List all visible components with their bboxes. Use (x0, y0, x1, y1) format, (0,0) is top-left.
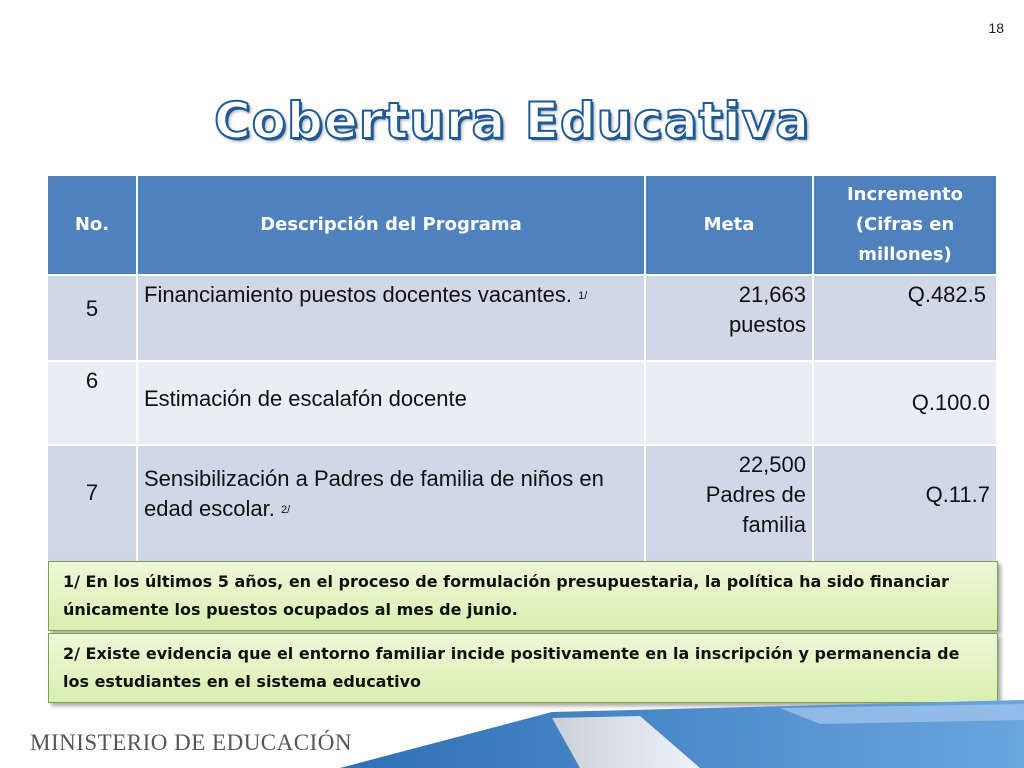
slide-title: Cobertura Educativa (213, 92, 810, 150)
row-meta-line1: 22,500 (738, 452, 806, 477)
row-increment: Q.482.5 (813, 275, 997, 361)
footnote-ref: 2/ (281, 504, 291, 517)
row-number: 7 (47, 445, 137, 567)
row-meta-line1: 21,663 (738, 282, 806, 307)
header-increment-line3: millones) (858, 244, 952, 265)
ministry-logo-text: MINISTERIO DE EDUCACIÓN (30, 730, 352, 755)
row-number: 5 (47, 275, 137, 361)
slide-number: 18 (988, 20, 1004, 36)
header-increment-line2: (Cifras en (855, 214, 955, 235)
row-description-text: Sensibilización a Padres de familia de niños en edad escolar. (144, 466, 604, 521)
footnote-1: 1/ En los últimos 5 años, en el proceso de formulación presupuestaria, la política ha sido financiar únicamente los puestos ocupados al mes de junio. (48, 561, 998, 631)
row-increment: Q.11.7 (813, 445, 997, 567)
footnote-ref: 1/ (578, 290, 588, 303)
row-increment: Q.100.0 (813, 361, 997, 445)
row-description-text: Estimación de escalafón docente (144, 386, 467, 411)
row-number: 6 (47, 361, 137, 445)
row-meta-line3: familia (742, 512, 806, 537)
footnote-2: 2/ Existe evidencia que el entorno familiar incide positivamente en la inscripción y permanencia de los estudiantes en el sistema educativo (48, 633, 998, 703)
header-description: Descripción del Programa (137, 175, 645, 275)
row-meta-line2: Padres de (705, 482, 806, 507)
header-meta: Meta (645, 175, 813, 275)
row-meta-line2: puestos (728, 312, 806, 337)
header-increment-line1: Incremento (846, 184, 963, 205)
row-description-text: Financiamiento puestos docentes vacantes. (144, 282, 573, 307)
header-no: No. (47, 175, 137, 275)
